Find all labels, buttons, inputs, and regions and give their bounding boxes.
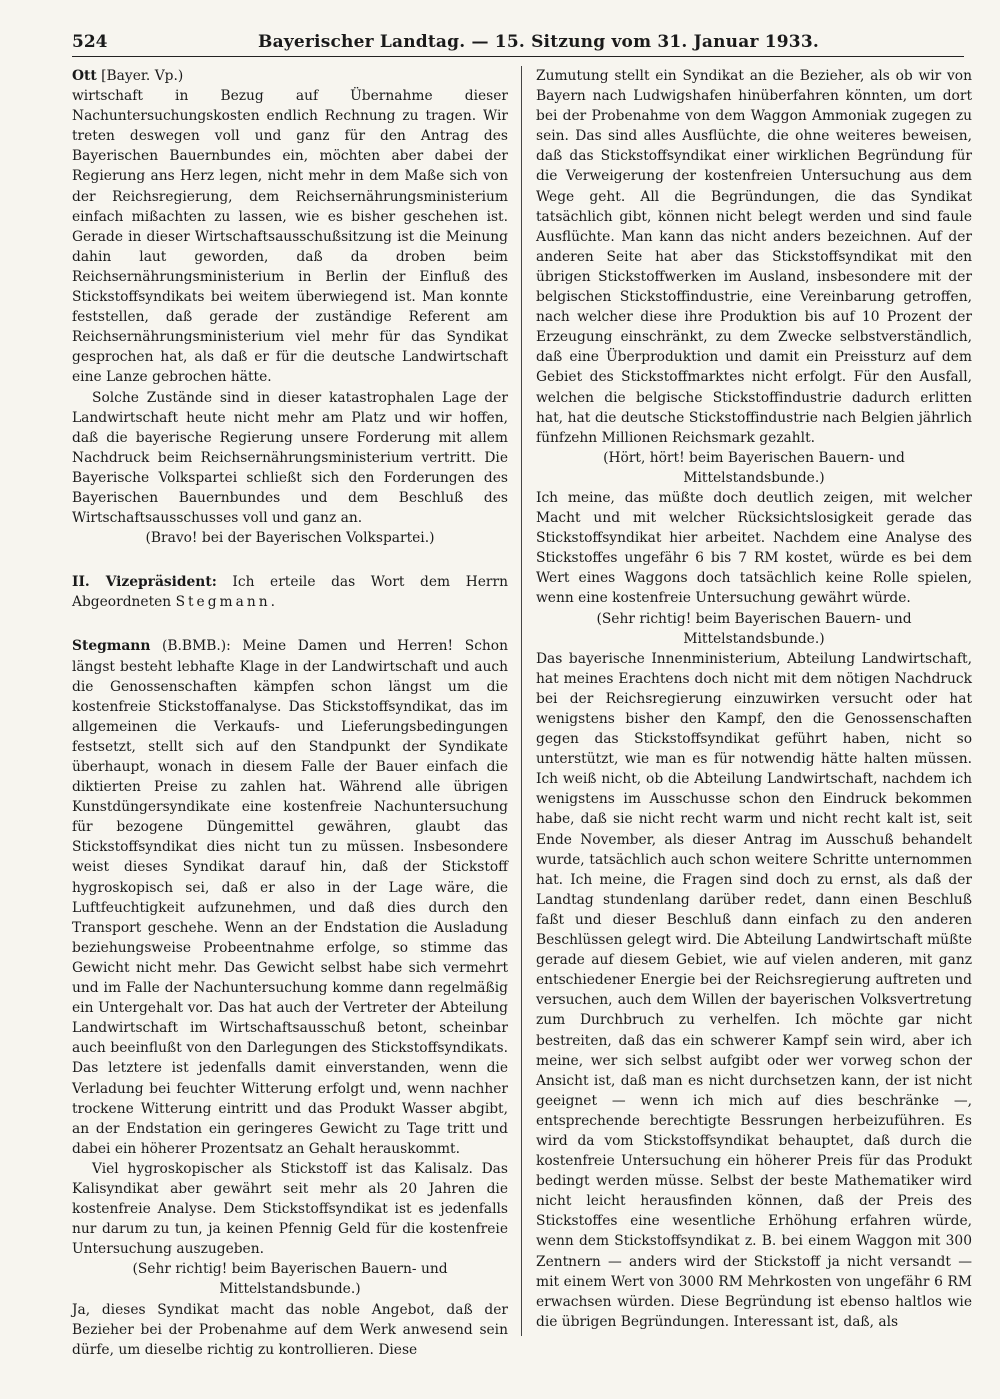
interjection: (Hört, hört! beim Bayerischen Bauern- und Mittelstandsbunde.) [603, 449, 905, 486]
paragraph: Ich meine, das müßte doch deutlich zeigen, mit welcher Macht und mit welcher Rücksichtslosigkeit gerade das Stickstoffsyndikat hier arbeitet. Nachdem eine Analyse des Stickstoffes ungefähr 6 bis 7 RM kostet, würde es bei dem Wert eines Waggons doch tatsächlich keine Rolle spielen, wenn eine kostenfreie Untersuchung gewährt würde. [536, 489, 972, 607]
right-column [536, 66, 972, 1332]
interjection: (Bravo! bei der Bayerischen Volkspartei.) [145, 530, 435, 547]
column-divider [521, 66, 522, 1336]
left-column [72, 66, 508, 1360]
speech-text: (B.BMB.): Meine Damen und Herren! Schon längst besteht lebhafte Klage in der Landwirtschaft und auch die Genossenschaften kämpfen schon längst um die kostenfreie Stickstoffanalyse. Das Stickstoffsyndikat, das im allgemeinen die Verkaufs- und Lieferungsbedingungen festsetzt, stellt sich auf den Standpunkt der Syndikate überhaupt, wonach in diesem Falle der Bauer einfach die diktierten Preise zu zahlen hat. Während alle übrigen Kunstdüngersyndikate eine kostenfreie Nachuntersuchung für bezogene Düngemittel gewähren, glaubt das Stickstoffsyndikat dies nicht tun zu müssen. Insbesondere weist dieses Syndikat darauf hin, daß der Stickstoff hygroskopisch sei, daß er also in der Lage wäre, die Luftfeuchtigkeit aufzunehmen, und daß dies durch den Transport geschehe. Wenn an der Endstation die Ausladung beziehungsweise Probeentnahme erfolge, so stimme das Gewicht nicht mehr. Das Gewicht selbst habe sich vermehrt und im Falle der Nachuntersuchung komme dann regelmäßig ein Untergehalt vor. Das hat auch der Vertreter der Abteilung Landwirtschaft im Wirtschaftsausschuß betont, scheinbar auch beeinflußt von den Darlegungen des Stickstoffsyndikats. Das letztere ist jedenfalls damit einverstanden, wenn die Verladung bei feuchter Witterung erfolgt und, wenn nachher trockene Witterung eintritt und das Produkt Wasser abgibt, an der Endstation ein geringeres Gewicht zu Tage tritt und dabei ein höherer Prozentsatz an Gehalt herauskommt. [72, 638, 508, 1157]
paragraph: Das bayerische Innenministerium, Abteilung Landwirtschaft, hat meines Erachtens doch nicht mit dem nötigen Nachdruck bei der Reichsregierung einzuwirken versucht oder hat wenigstens bisher den Kampf, den die Genossenschaften gegen das Stickstoffsyndikat geführt haben, nicht so unterstützt, wie man es für notwendig hätte halten müssen. Ich weiß nicht, ob die Abteilung Landwirtschaft, nachdem ich wenigstens im Ausschusse schon den Eindruck bekommen habe, daß sie nicht recht warm und nicht recht kalt ist, seit Ende November, als dieser Antrag im Ausschuß behandelt wurde, tatsächlich auch schon weitere Schritte unternommen hat. Ich meine, die Fragen sind doch zu ernst, als daß der Landtag stundenlang darüber redet, dann einen Beschluß faßt und dieser Beschluß dann einfach zu den anderen Beschlüssen gelegt wird. Die Abteilung Landwirtschaft müßte gerade auf diesem Gebiet, wie auf vielen anderen, mit ganz entschiedener Energie bei der Reichsregierung auftreten und versuchen, auch dem Willen der bayerischen Volksvertretung zum Durchbruch zu verhelfen. Ich möchte gar nicht bestreiten, daß das ein schwerer Kampf sein wird, aber ich meine, wer sich selbst aufgibt oder wer vorweg schon der Ansicht ist, daß man es nicht durchsetzen kann, der ist nicht geeignet — wenn ich mich auf dies beschränke —, entsprechende berechtigte Bessrungen herbeizuführen. Es wird da vom Stickstoffsyndikat behauptet, daß durch die kostenfreie Untersuchung ein höherer Preis für das Produkt bedingt werden müsse. Selbst der beste Mathematiker wird nicht leicht herausfinden können, daß der Preis des Stickstoffes eine wesentliche Erhöhung erfahren würde, wenn dem Stickstoffsyndikat z. B. bei einem Waggon mit 300 Zentnern — anders wird der Stickstoff ja nicht versandt — mit einem Wert von 3000 RM Mehrkosten von ungefähr 6 RM erwachsen würden. Diese Begründung ist ebenso haltlos wie die übrigen Begründungen. Interessant ist, daß, als [536, 650, 972, 1330]
paragraph: wirtschaft in Bezug auf Übernahme dieser Nachuntersuchungskosten endlich Rechnung zu tragen. Wir treten deswegen voll und ganz für den Antrag des Bayerischen Bauernbundes ein, möchten aber dabei der Regierung ans Herz legen, nicht mehr in dem Maße sich von der Reichsregierung, dem Reichsernährungsministerium einfach mißachten zu lassen, wie es bisher geschehen ist. Gerade in dieser Wirtschaftsausschußsitzung ist die Meinung dahin laut geworden, daß da droben beim Reichsernährungsministerium in Berlin der Einfluß des Stickstoffsyndikats bei weitem überwiegend ist. Man konnte feststellen, daß gerade der zuständige Referent am Reichsernährungsministerium viel mehr für das Syndikat gesprochen hat, als daß er für die deutsche Landwirtschaft eine Lanze gebrochen hätte. [72, 88, 508, 386]
called-speaker: Stegmann [175, 594, 271, 611]
interjection: (Sehr richtig! beim Bayerischen Bauern- und Mittelstandsbunde.) [132, 1261, 448, 1298]
running-title: Bayerischer Landtag. — 15. Sitzung vom 31. Januar 1933. [258, 32, 819, 52]
presiding-text: Ich erteile das Wort dem Herrn Abgeordneten [72, 574, 508, 611]
paragraph: Ja, dieses Syndikat macht das noble Angebot, daß der Bezieher bei der Probenahme auf dem Werk anwesend sein dürfe, um dieselbe richtig zu kontrollieren. Diese [72, 1301, 508, 1358]
period: . [270, 594, 276, 611]
page-header [72, 30, 964, 57]
speaker-name: Stegmann [72, 638, 151, 655]
speech-opening [72, 636, 508, 1158]
paragraph: Viel hygroskopischer als Stickstoff ist das Kalisalz. Das Kalisyndikat aber gewährt seit mehr als 20 Jahren die kostenfreie Analyse. Dem Stickstoffsyndikat ist es jedenfalls nur darum zu tun, ja keinen Pfennig Geld für die kostenfreie Untersuchung auszugeben. [72, 1160, 508, 1258]
page-number: 524 [72, 32, 108, 52]
paragraph: Zumutung stellt ein Syndikat an die Bezieher, als ob wir von Bayern nach Ludwigshafen hinüberfahren könnten, um dort bei der Probenahme von dem Waggon Ammoniak zugegen zu sein. Das sind alles Ausflüchte, die ohne weiteres beweisen, daß das Stickstoffsyndikat einer wirklichen Begründung für die Verweigerung der kostenfreien Untersuchung aus dem Wege geht. All die Begründungen, die das Syndikat tatsächlich gibt, können nicht belegt werden und sind faule Ausflüchte. Man kann das nicht anders bezeichnen. Auf der anderen Seite hat aber das Stickstoffsyndikat mit den übrigen Stickstoffwerken im Ausland, insbesondere mit der belgischen Stickstoffindustrie, eine Vereinbarung getroffen, nach welcher diese ihre Produktion bis auf 10 Prozent der Erzeugung einschränkt, zu dem Zwecke selbstverständlich, daß eine Überproduktion und damit ein Preissturz auf dem Gebiet des Stickstoffmarktes nicht erfolgt. Für den Ausfall, welchen die belgische Stickstoffindustrie dadurch erlitten hat, hat die deutsche Stickstoffindustrie nach Belgien jährlich fünfzehn Millionen Reichsmark gezahlt. [536, 68, 972, 446]
presiding-officer: II. Vizepräsident: [72, 574, 217, 591]
interjection: (Sehr richtig! beim Bayerischen Bauern- und Mittelstandsbunde.) [596, 610, 912, 647]
paragraph: Solche Zustände sind in dieser katastrophalen Lage der Landwirtschaft heute nicht mehr am Platz und wir hoffen, daß die bayerische Regierung unsere Forderung mit allem Nachdruck beim Reichsernährungsministerium vertritt. Die Bayerische Volkspartei schließt sich den Forderungen des Bayerischen Bauernbundes und dem Beschluß des Wirtschaftsausschusses voll und ganz an. [72, 389, 508, 527]
speaker-name: Ott [72, 68, 97, 84]
presiding-statement [72, 572, 508, 612]
speaker-party: [Bayer. Vp.) [96, 68, 184, 84]
speaker-heading [72, 66, 508, 86]
